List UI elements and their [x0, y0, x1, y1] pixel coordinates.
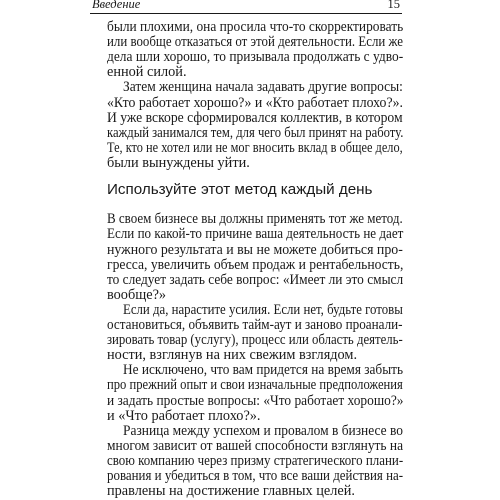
- paragraph-line: свою компанию через призму стратегического плани-: [107, 452, 404, 469]
- running-header: [90, 0, 402, 14]
- paragraph-line: были вынуждены уйти.: [107, 154, 250, 171]
- paragraph-line: или вообще отказаться от этой деятельности. Если же: [107, 34, 403, 51]
- running-title: Введение: [92, 0, 141, 11]
- paragraph-line: вообще?»: [107, 286, 167, 303]
- page-number: 15: [387, 0, 400, 11]
- paragraph-line: нужного результата и вы не можете добиться про-: [107, 241, 403, 258]
- paragraph-line: Если по какой-то причине ваша деятельность не дает: [107, 226, 404, 243]
- paragraph-line: «Кто работает хорошо?» и «Кто работает плохо?».: [107, 94, 403, 111]
- paragraph-line: дела шли хорошо, то призывала продолжать с удво-: [107, 49, 404, 66]
- paragraph-line: были плохими, она просила что-то скорректировать: [107, 19, 404, 35]
- paragraph-line: Разница между успехом и провалом в бизнесе во: [123, 422, 403, 439]
- paragraph-line: рования и убедиться в том, что все ваши действия на-: [107, 468, 404, 484]
- paragraph-line: многом зависит от вашей способности взглянуть на: [107, 437, 404, 454]
- paragraph-line: остановиться, объявить тайм-аут и заново проанали-: [107, 317, 403, 333]
- paragraph-line: каждый занимался тем, для чего был принят на работу.: [107, 124, 404, 141]
- paragraph-line: правлены на достижение главных целей.: [107, 483, 355, 500]
- section-heading: Используйте этот метод каждый день: [107, 181, 373, 199]
- paragraph-line: гресса, увеличить объем продаж и рентабельность,: [107, 256, 404, 273]
- paragraph-line: В своем бизнесе вы должны применять тот же метод.: [107, 211, 403, 228]
- paragraph-line: Затем женщина начала задавать другие вопросы:: [123, 79, 403, 96]
- paragraph-line: Те, кто не хотел или не мог вносить вклад в общее дело,: [107, 139, 403, 156]
- paragraph-line: енной силой.: [107, 64, 187, 81]
- paragraph-line: ности, взглянув на них свежим взглядом.: [107, 347, 358, 364]
- paragraph-line: и задать простые вопросы: «Что работает хорошо?»: [107, 392, 404, 409]
- paragraph-line: то следует задать себе вопрос: «Имеет ли это смысл: [107, 271, 404, 288]
- paragraph-line: зировать товар (услугу), процесс или область деятель-: [107, 332, 403, 349]
- paragraph-line: и «Что работает плохо?».: [107, 407, 261, 424]
- paragraph-line: Если да, нарастите усилия. Если нет, будьте готовы: [123, 301, 403, 318]
- paragraph-line: И уже вскоре сформировался коллектив, в котором: [107, 109, 403, 126]
- paragraph-line: про прежний опыт и свои изначальные предположения: [107, 377, 403, 394]
- paragraph-line: Не исключено, что вам придется на время забыть: [123, 362, 404, 379]
